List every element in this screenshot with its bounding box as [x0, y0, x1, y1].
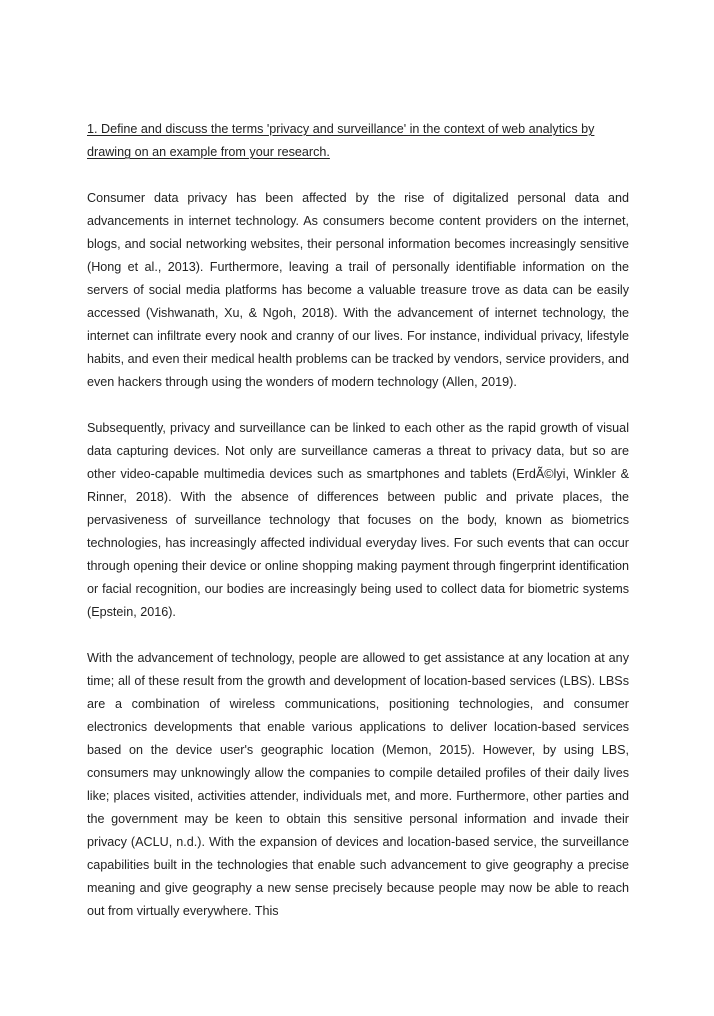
paragraph-3: With the advancement of technology, people are allowed to get assistance at any location at any time; all of these result from the growth and development of location-based services (LBS). LBSs are a combination of wireless communications, positioning technologies, and consumer electronics developments that enable various applications to deliver location-based services based on the device user's geographic location (Memon, 2015). However, by using LBS, consumers may unknowingly allow the companies to compile detailed profiles of their daily lives like; places visited, activities attender, individuals met, and more. Furthermore, other parties and the government may be keen to obtain this sensitive personal information and invade their privacy (ACLU, n.d.). With the expansion of devices and location-based service, the surveillance capabilities built in the technologies that enable such advancement to give geography a precise meaning and give geography a new sense precisely because people may now be able to reach out from virtually everywhere. This: [87, 651, 629, 918]
document-page: [87, 118, 629, 923]
question-heading-text: 1. Define and discuss the terms 'privacy and surveillance' in the context of web analytics by drawing on an example from your research.: [87, 122, 595, 159]
paragraph-2: Subsequently, privacy and surveillance can be linked to each other as the rapid growth of visual data capturing devices. Not only are surveillance cameras a threat to privacy data, but so are other video-capable multimedia devices such as smartphones and tablets (ErdÃ©lyi, Winkler & Rinner, 2018). With the absence of differences between public and private places, the pervasiveness of surveillance technology that focuses on the body, known as biometrics technologies, has increasingly affected individual everyday lives. For such events that can occur through opening their device or online shopping making payment through fingerprint identification or facial recognition, our bodies are increasingly being used to collect data for biometric systems (Epstein, 2016).: [87, 421, 629, 619]
question-heading: [87, 118, 629, 164]
paragraph-1: Consumer data privacy has been affected by the rise of digitalized personal data and advancements in internet technology. As consumers become content providers on the internet, blogs, and social networking websites, their personal information becomes increasingly sensitive (Hong et al., 2013). Furthermore, leaving a trail of personally identifiable information on the servers of social media platforms has become a valuable treasure trove as data can be easily accessed (Vishwanath, Xu, & Ngoh, 2018). With the advancement of internet technology, the internet can infiltrate every nook and cranny of our lives. For instance, individual privacy, lifestyle habits, and even their medical health problems can be tracked by vendors, service providers, and even hackers through using the wonders of modern technology (Allen, 2019).: [87, 191, 629, 389]
